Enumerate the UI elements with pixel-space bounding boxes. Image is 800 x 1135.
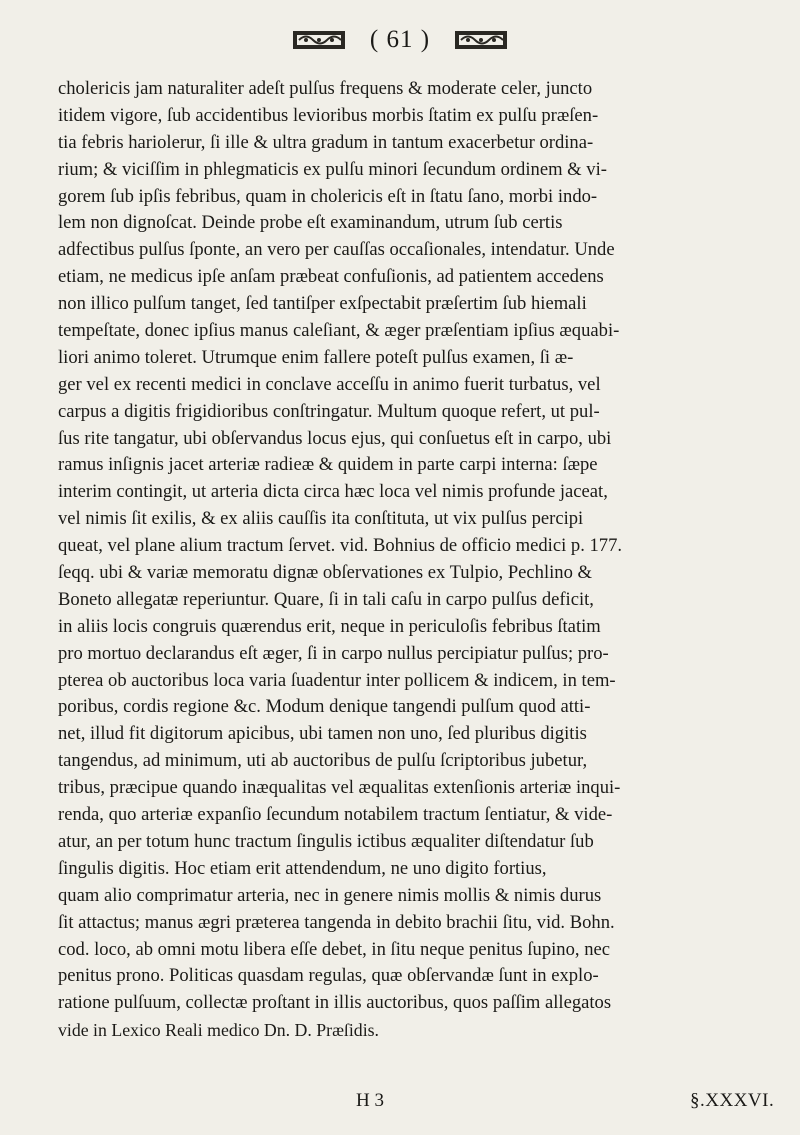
text-line: ſingulis digitis. Hoc etiam erit attendendum, ne uno digito fortius,	[58, 857, 547, 879]
text-line: pro mortuo declarandus eſt æger, ſi in carpo nullus percipiatur pulſus; pro-	[58, 642, 609, 664]
text-line: ſeqq. ubi & variæ memoratu dignæ obſervationes ex Tulpio, Pechlino &	[58, 562, 593, 584]
text-line: itidem vigore, ſub accidentibus levioribus morbis ſtatim ex pulſu præſen-	[58, 104, 599, 126]
text-line: vel nimis ſit exilis, & ex aliis cauſſis ita conſtituta, ut vix pulſus percipi	[58, 508, 584, 530]
text-line: tempeſtate, donec ipſius manus caleſiant, & æger præſentiam ipſius æquabi-	[58, 320, 620, 342]
text-line: ratione pulſuum, collectæ proſtant in illis auctoribus, quos paſſim allegatos	[58, 992, 612, 1014]
text-line: renda, quo arteriæ expanſio ſecundum notabilem tractum ſentiatur, & vide-	[58, 804, 613, 826]
text-line: pterea ob auctoribus loca varia ſuadentur inter pollicem & indicem, in tem-	[58, 669, 616, 691]
text-line: poribus, cordis regione &c. Modum denique tangendi pulſum quod atti-	[58, 696, 591, 718]
text-line: lem non dignoſcat. Deinde probe eſt examinandum, utrum ſub certis	[58, 212, 563, 234]
text-line: cod. loco, ab omni motu libera eſſe debet, in ſitu neque penitus ſupino, nec	[58, 938, 610, 960]
text-line: gorem ſub ipſis febribus, quam in cholericis eſt in ſtatu ſano, morbi indo-	[58, 185, 598, 207]
signature-mark: H 3	[356, 1090, 384, 1111]
text-line: net, illud fit digitorum apicibus, ubi tamen non uno, ſed pluribus digitis	[58, 723, 587, 745]
text-line: etiam, ne medicus ipſe anſam præbeat confuſionis, ad patientem accedens	[58, 266, 604, 288]
text-line: ger vel ex recenti medici in conclave acceſſu in animo fuerit turbatus, vel	[58, 373, 601, 395]
body-text	[58, 76, 765, 1044]
text-line: atur, an per totum hunc tractum ſingulis ictibus æqualiter diſtendatur ſub	[58, 830, 594, 852]
text-line: cholericis jam naturaliter adeſt pulſus frequens & moderate celer, junctо	[58, 78, 593, 99]
text-line: liori animo toleret. Utrumque enim fallere poteſt pulſus examen, ſi æ-	[58, 346, 574, 368]
text-line: ſus rite tangatur, ubi obſervandus locus ejus, qui conſuetus eſt in carpo, ubi	[58, 427, 612, 449]
text-line: queat, vel plane alium tractum ſervet. vid. Bohnius de officio medici p. 177.	[58, 535, 623, 557]
text-line: tribus, præcipue quando inæqualitas vel æqualitas extenſionis arteriæ inqui-	[58, 777, 621, 799]
text-line: Boneto allegatæ reperiuntur. Quare, ſi in tali caſu in carpo pulſus deficit,	[58, 588, 594, 610]
text-line: adfectibus pulſus ſponte, an vero per cauſſas occaſionales, intendatur. Unde	[58, 239, 615, 261]
text-line: ramus inſignis jacet arteriæ radieæ & quidem in parte carpi interna: ſæpe	[58, 454, 598, 476]
text-line: interim contingit, ut arteria dicta circa hæc loca vel nimis profunde jaceat,	[58, 481, 608, 503]
ornament-right-icon	[452, 27, 510, 53]
text-line: in aliis locis congruis quærendus erit, neque in periculoſis febribus ſtatim	[58, 615, 601, 637]
text-line: rium; & viciſſim in phlegmaticis ex pulſu minori ſecundum ordinem & vi-	[58, 158, 607, 180]
ornament-left-icon	[290, 27, 348, 53]
page-footer	[0, 1090, 800, 1120]
text-line: tia febris hariolerur, ſi ille & ultra gradum in tantum exacerbetur ordina-	[58, 131, 594, 153]
text-line: carpus a digitis frigidioribus conſtringatur. Multum quoque refert, ut pul-	[58, 400, 600, 422]
catchword: §.XXXVI.	[690, 1090, 775, 1111]
text-line: penitus prono. Politicas quasdam regulas, quæ obſervandæ ſunt in explo-	[58, 965, 599, 987]
text-line: ſit attactus; manus ægri præterea tangenda in debito brachii ſitu, vid. Bohn.	[58, 911, 615, 933]
text-line: tangendus, ad minimum, uti ab auctoribus de pulſu ſcriptoribus jubetur,	[58, 750, 588, 772]
text-line: non illico pulſum tanget, ſed tantiſper exſpectabit præſertim ſub hiemali	[58, 293, 587, 315]
page-header	[0, 20, 800, 60]
text-line: quam alio comprimatur arteria, nec in genere nimis mollis & nimis durus	[58, 884, 602, 906]
page-number: ( 61 )	[369, 26, 431, 53]
text-line: vide in Lexico Reali medico Dn. D. Præſidis.	[58, 1020, 380, 1041]
